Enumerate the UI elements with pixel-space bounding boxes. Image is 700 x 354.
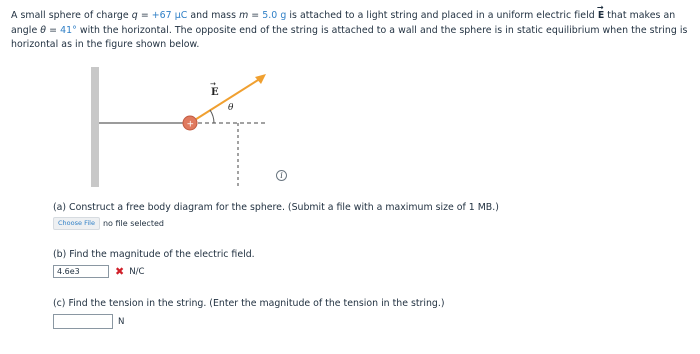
tension-unit: N [118,316,125,327]
angle-arc [210,110,214,123]
mass-variable: m [239,10,249,21]
problem-statement [11,9,695,53]
info-icon[interactable]: i [276,170,287,181]
part-c [53,298,445,329]
tension-answer-input[interactable] [53,314,113,329]
equals-sign: = [137,10,152,21]
part-a-question: (a) Construct a free body diagram for the sphere. (Submit a file with a maximum size of 1 MB.) [53,202,499,213]
incorrect-x-icon: ✖ [115,264,125,278]
problem-text: and mass [187,10,240,21]
angle-label: θ [228,103,234,113]
charge-value: +67 μC [151,10,188,21]
choose-file-button[interactable]: Choose File [53,217,100,230]
part-a [53,202,499,230]
part-c-question: (c) Find the tension in the string. (Enter the magnitude of the tension in the string.) [53,298,445,309]
part-b-question: (b) Find the magnitude of the electric field. [53,249,255,260]
electric-field-answer-input[interactable]: 4.6e3 [53,265,109,278]
electric-field-arrow [190,80,258,123]
physics-diagram [80,62,300,192]
charge-sign: + [186,119,195,130]
equals-sign: = [248,10,263,21]
charge-variable: q [131,10,138,21]
mass-value: 5.0 g [262,10,287,21]
wall [91,67,99,187]
field-label: E [211,87,219,98]
field-label-arrow-icon: → [210,80,216,88]
field-vector-symbol: → E [598,9,604,24]
angle-value: 41° [60,24,77,36]
problem-text: that makes an angle [11,10,676,36]
equals-sign: = [46,24,61,36]
part-b [53,249,255,278]
problem-text: A small sphere of charge [11,10,132,21]
problem-text: with the horizontal. The opposite end of the string is attached to a wall and the sphere is in static equilibrium when the string is horizontal as in the figure shown below. [11,24,688,50]
problem-text: is attached to a light string and placed in a uniform electric field [286,10,598,21]
angle-variable: θ [40,24,47,36]
arrow-head-icon [255,74,266,84]
electric-field-unit: N/C [129,266,145,277]
file-status: no file selected [102,218,164,228]
